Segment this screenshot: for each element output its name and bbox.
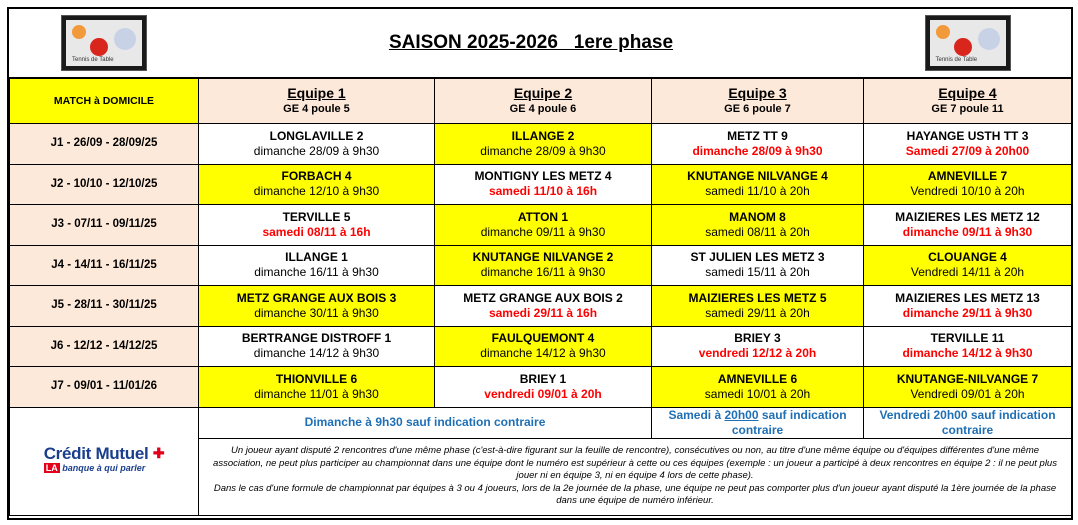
round-label: J2 - 10/10 - 12/10/25 bbox=[10, 164, 199, 205]
fixture-cell bbox=[199, 124, 435, 165]
team-group: GE 6 poule 7 bbox=[724, 103, 791, 115]
sponsor-name: Crédit Mutuel bbox=[43, 444, 149, 463]
note-3-prefix: Samedi à bbox=[668, 407, 725, 422]
match-date: dimanche 29/11 à 9h30 bbox=[902, 305, 1033, 320]
team-header-4 bbox=[864, 78, 1072, 124]
fixture-cell bbox=[435, 326, 652, 367]
opponent-team: MONTIGNY LES METZ 4 bbox=[474, 169, 612, 184]
opponent-team: FAULQUEMONT 4 bbox=[491, 331, 595, 346]
opponent-team: HAYANGE USTH TT 3 bbox=[906, 128, 1029, 143]
header-left-logo-cell bbox=[10, 9, 199, 78]
fixture-row bbox=[10, 367, 1072, 408]
fixture-cell bbox=[435, 164, 652, 205]
fixture-cell bbox=[864, 245, 1072, 286]
club-logo-right: Tennis de Table bbox=[925, 15, 1011, 71]
fixture-cell bbox=[652, 164, 864, 205]
note-team-3 bbox=[652, 407, 864, 438]
fixture-cell bbox=[199, 367, 435, 408]
opponent-team: MAIZIERES LES METZ 13 bbox=[895, 290, 1040, 305]
round-label: J1 - 26/09 - 28/09/25 bbox=[10, 124, 199, 165]
match-date: samedi 11/10 à 20h bbox=[705, 184, 810, 199]
opponent-team: CLOUANGE 4 bbox=[928, 250, 1007, 265]
round-label: J7 - 09/01 - 11/01/26 bbox=[10, 367, 199, 408]
fixture-cell bbox=[435, 245, 652, 286]
fixture-rows bbox=[10, 124, 1072, 408]
match-date: Vendredi 09/01 à 20h bbox=[910, 386, 1025, 401]
match-date: dimanche 16/11 à 9h30 bbox=[480, 265, 606, 280]
rules-text bbox=[199, 438, 1072, 515]
opponent-team: BERTRANGE DISTROFF 1 bbox=[241, 331, 392, 346]
round-label: J3 - 07/11 - 09/11/25 bbox=[10, 205, 199, 246]
fixture-cell bbox=[864, 367, 1072, 408]
match-date: Vendredi 14/11 à 20h bbox=[910, 265, 1025, 280]
opponent-team: TERVILLE 11 bbox=[930, 331, 1005, 346]
match-date: Vendredi 10/10 à 20h bbox=[910, 184, 1025, 199]
opponent-team: ST JULIEN LES METZ 3 bbox=[690, 250, 825, 265]
team-header-2 bbox=[435, 78, 652, 124]
match-date: vendredi 09/01 à 20h bbox=[484, 386, 602, 401]
note-3-suffix: sauf indication contraire bbox=[731, 407, 847, 437]
match-date: dimanche 16/11 à 9h30 bbox=[254, 265, 379, 280]
team-header-3 bbox=[652, 78, 864, 124]
opponent-team: METZ TT 9 bbox=[727, 128, 788, 143]
team-group: GE 4 poule 6 bbox=[509, 103, 577, 115]
fixture-cell bbox=[864, 124, 1072, 165]
match-date: samedi 08/11 à 20h bbox=[705, 224, 810, 239]
fixture-cell bbox=[199, 164, 435, 205]
fixture-cell bbox=[864, 286, 1072, 327]
fixture-cell bbox=[435, 124, 652, 165]
match-date: samedi 10/01 à 20h bbox=[704, 386, 811, 401]
opponent-team: AMNEVILLE 7 bbox=[927, 169, 1008, 184]
opponent-team: ATTON 1 bbox=[517, 209, 569, 224]
club-logo-left: Tennis de Table bbox=[61, 15, 147, 71]
footer-notes-row bbox=[10, 407, 1072, 438]
match-date: Samedi 27/09 à 20h00 bbox=[905, 143, 1030, 158]
opponent-team: TERVILLE 5 bbox=[282, 209, 351, 224]
fixture-cell bbox=[199, 205, 435, 246]
schedule-sheet bbox=[7, 7, 1073, 520]
opponent-team: KNUTANGE-NILVANGE 7 bbox=[896, 371, 1039, 386]
match-date: dimanche 28/09 à 9h30 bbox=[692, 143, 823, 158]
match-date: dimanche 30/11 à 9h30 bbox=[254, 305, 379, 320]
fixture-row bbox=[10, 245, 1072, 286]
match-date: samedi 15/11 à 20h bbox=[705, 265, 810, 280]
fixture-cell bbox=[435, 367, 652, 408]
opponent-team: METZ GRANGE AUX BOIS 2 bbox=[463, 290, 623, 305]
match-date: dimanche 28/09 à 9h30 bbox=[253, 143, 380, 158]
rules-paragraph-1: Un joueur ayant disputé 2 rencontres d'une même phase (c'est-à-dire figurant sur la feuille de rencontre), consécutives ou non, au titre d'une même équipe ou d'équipes différentes d'une même association, ne peut plus participer au championnat dans une équipe dont le numéro est supérieur à cette ou ces équipes (exemple : un joueur a participé à deux rencontres en équipe 2 : il ne peut plus jouer ni en équipe 3, ni en équipe 4 lors de cette phase). bbox=[213, 445, 1057, 482]
opponent-team: MAIZIERES LES METZ 5 bbox=[688, 290, 827, 305]
opponent-team: BRIEY 3 bbox=[734, 331, 781, 346]
round-label: J5 - 28/11 - 30/11/25 bbox=[10, 286, 199, 327]
match-date: dimanche 09/11 à 9h30 bbox=[480, 224, 606, 239]
opponent-team: BRIEY 1 bbox=[519, 371, 567, 386]
match-date: samedi 08/11 à 16h bbox=[262, 224, 371, 239]
sponsor-tagline: banque à qui parler bbox=[62, 463, 146, 473]
opponent-team: KNUTANGE NILVANGE 2 bbox=[472, 250, 614, 265]
opponent-team: MANOM 8 bbox=[729, 209, 786, 224]
sponsor-logo bbox=[44, 446, 165, 476]
match-date: dimanche 11/01 à 9h30 bbox=[254, 386, 379, 401]
fixture-row bbox=[10, 124, 1072, 165]
note-3-time: 20h00 bbox=[724, 407, 759, 422]
rules-paragraph-2: Dans le cas d'une formule de championnat par équipes à 3 ou 4 joueurs, lors de la 2e journée de la phase, une équipe ne peut pas comporter plus d'un joueur ayant disputé la 1ère journée de la phase dans une équipe de numéro inférieur. bbox=[213, 482, 1057, 507]
fixture-cell bbox=[199, 245, 435, 286]
header-title-cell bbox=[199, 9, 864, 78]
round-label: J4 - 14/11 - 16/11/25 bbox=[10, 245, 199, 286]
cross-icon: ✚ bbox=[152, 445, 165, 461]
fixture-cell bbox=[435, 286, 652, 327]
page-title: SAISON 2025-2026 1ere phase bbox=[388, 31, 674, 53]
fixture-cell bbox=[435, 205, 652, 246]
match-date: dimanche 14/12 à 9h30 bbox=[480, 346, 606, 361]
fixture-row bbox=[10, 205, 1072, 246]
fixture-cell bbox=[199, 326, 435, 367]
opponent-team: LONGLAVILLE 2 bbox=[269, 128, 364, 143]
team-group: GE 7 poule 11 bbox=[931, 103, 1004, 115]
opponent-team: ILLANGE 2 bbox=[511, 128, 575, 143]
match-date: samedi 11/10 à 16h bbox=[488, 184, 598, 199]
opponent-team: METZ GRANGE AUX BOIS 3 bbox=[236, 290, 397, 305]
fixture-cell bbox=[652, 124, 864, 165]
header-right-logo-cell bbox=[864, 9, 1072, 78]
note-team-4: Vendredi 20h00 sauf indication contraire bbox=[864, 407, 1072, 438]
header-row bbox=[10, 9, 1072, 78]
team-group: GE 4 poule 5 bbox=[283, 103, 350, 115]
team-name: Equipe 2 bbox=[513, 85, 573, 101]
sponsor-cell bbox=[10, 407, 199, 515]
round-label: J6 - 12/12 - 14/12/25 bbox=[10, 326, 199, 367]
fixture-cell bbox=[652, 326, 864, 367]
fixture-cell bbox=[864, 326, 1072, 367]
match-date: dimanche 12/10 à 9h30 bbox=[253, 184, 380, 199]
fixture-cell bbox=[652, 205, 864, 246]
fixture-cell bbox=[864, 205, 1072, 246]
match-date: vendredi 12/12 à 20h bbox=[698, 346, 817, 361]
fixture-row bbox=[10, 326, 1072, 367]
fixture-cell bbox=[652, 245, 864, 286]
schedule-table bbox=[9, 9, 1072, 516]
opponent-team: ILLANGE 1 bbox=[285, 250, 348, 265]
fixture-cell bbox=[652, 286, 864, 327]
opponent-team: KNUTANGE NILVANGE 4 bbox=[687, 169, 828, 184]
team-name: Equipe 4 bbox=[938, 85, 997, 101]
note-teams-1-2: Dimanche à 9h30 sauf indication contraire bbox=[199, 407, 652, 438]
sponsor-tag-la: LA bbox=[45, 463, 58, 473]
team-header-1 bbox=[199, 78, 435, 124]
home-match-header: MATCH à DOMICILE bbox=[10, 78, 199, 124]
fixture-cell bbox=[864, 164, 1072, 205]
match-date: dimanche 28/09 à 9h30 bbox=[480, 143, 606, 158]
team-name: Equipe 3 bbox=[728, 85, 787, 101]
teams-header-row bbox=[10, 78, 1072, 124]
opponent-team: MAIZIERES LES METZ 12 bbox=[895, 209, 1040, 224]
match-date: samedi 29/11 à 16h bbox=[488, 305, 598, 320]
opponent-team: AMNEVILLE 6 bbox=[717, 371, 798, 386]
fixture-cell bbox=[199, 286, 435, 327]
match-date: dimanche 09/11 à 9h30 bbox=[902, 224, 1033, 239]
fixture-row bbox=[10, 164, 1072, 205]
match-date: dimanche 14/12 à 9h30 bbox=[253, 346, 380, 361]
team-name: Equipe 1 bbox=[287, 85, 346, 101]
fixture-cell bbox=[652, 367, 864, 408]
opponent-team: FORBACH 4 bbox=[281, 169, 352, 184]
fixture-row bbox=[10, 286, 1072, 327]
match-date: samedi 29/11 à 20h bbox=[705, 305, 810, 320]
opponent-team: THIONVILLE 6 bbox=[275, 371, 358, 386]
match-date: dimanche 14/12 à 9h30 bbox=[902, 346, 1033, 361]
